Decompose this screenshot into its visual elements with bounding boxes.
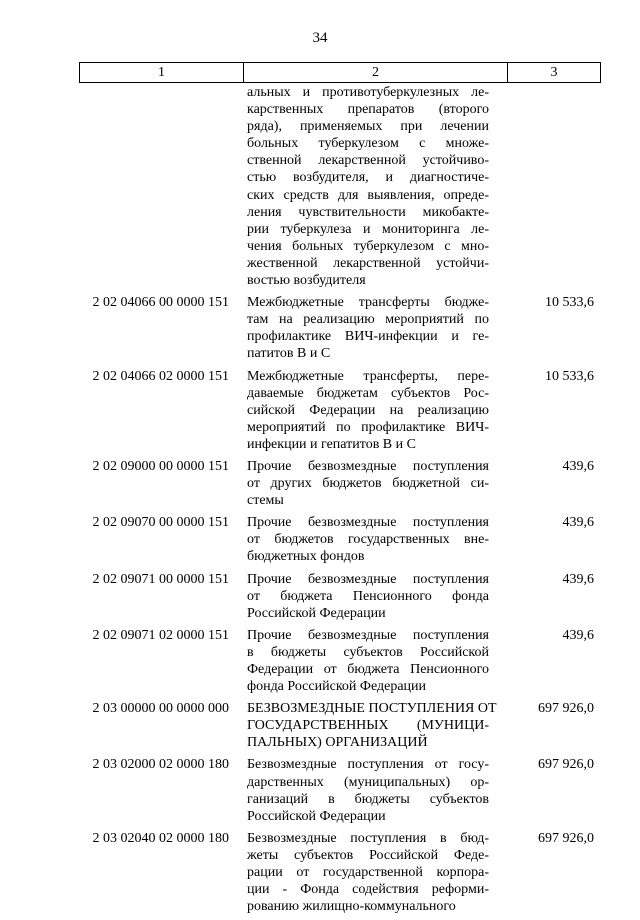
budget-code: 2 03 02000 02 0000 180 [92,757,229,773]
description-line: жеты субъектов Российской Феде- [247,847,489,863]
description-line: от бюджета Пенсионного фонда [247,588,489,604]
amount: 439,6 [562,627,594,643]
description-line: Федерации от бюджета Пенсионного [247,662,489,677]
description-line: в бюджеты субъектов Российской [247,644,489,660]
description-line: стемы [247,493,284,509]
description-line: Безвозмездные поступления в бюд- [247,830,489,846]
description-line: Прочие безвозмездные поступления [247,571,489,587]
description-line: ции - Фонда содействия реформи- [247,882,489,898]
description-line: ственной лекарственной устойчиво- [247,153,489,169]
amount: 439,6 [562,571,594,587]
row-description [247,756,489,824]
description-line: стью возбудителя, и диагностиче- [247,170,489,186]
description-line: Прочие безвозмездные поступления [247,627,489,643]
description-line: там на реализацию мероприятий по [247,312,489,328]
description-line: жественной лекарственной устойчи- [247,255,489,271]
amount: 439,6 [562,515,594,531]
description-line: профилактике ВИЧ-инфекции и ге- [247,329,489,345]
amount: 697 926,0 [538,757,594,773]
row-description [247,830,489,915]
description-line: рованию жилищно-коммунального [247,899,456,915]
table-row [79,700,601,751]
budget-code: 2 02 09071 00 0000 151 [92,571,229,587]
table-row [79,627,601,695]
table-header [79,62,601,83]
description-line: Российской Федерации [247,808,386,824]
description-line: ских средств для выявления, опреде- [247,187,489,203]
description-line: ГОСУДАРСТВЕННЫХ (МУНИЦИ- [247,718,489,734]
description-line: больных туберкулезом с множе- [247,136,489,152]
row-description [247,571,489,622]
description-line: патитов В и С [247,346,331,362]
amount: 697 926,0 [538,830,594,846]
table-body [79,84,601,920]
table-row [79,756,601,824]
description-line: инфекции и гепатитов В и С [247,436,416,452]
column-header-1: 1 [80,63,244,82]
row-description [247,368,489,453]
description-line: альных и противотуберкулезных ле- [247,85,489,100]
amount: 10 533,6 [545,368,594,384]
table-row [79,514,601,565]
table-row [79,830,601,915]
budget-code: 2 02 04066 02 0000 151 [92,368,229,384]
description-line: дарственных (муниципальных) ор- [247,774,489,790]
description-line: карственных препаратов (второго [247,102,489,118]
description-line: ганизаций в бюджеты субъектов [247,791,489,807]
budget-code [79,84,245,289]
table-row [79,458,601,509]
amount: 10 533,6 [545,295,594,311]
row-description [247,700,497,751]
table-row [79,294,601,362]
row-description [247,458,489,509]
description-line: Прочие безвозмездные поступления [247,458,489,474]
description-line: фонда Российской Федерации [247,679,427,695]
budget-code: 2 02 09000 00 0000 151 [92,458,229,474]
description-line: ряда), применяемых при лечении [247,119,489,135]
description-line: Прочие безвозмездные поступления [247,515,489,531]
description-line: Межбюджетные трансферты, пере- [247,368,489,384]
description-line: ления чувствительности микобакте- [247,204,489,220]
table-row [79,84,601,289]
budget-code: 2 02 04066 00 0000 151 [92,295,229,311]
row-description [247,84,489,289]
description-line: даваемые бюджетам субъектов Рос- [247,385,489,401]
description-line: рии туберкулеза и мониторинга ле- [247,221,489,237]
budget-code: 2 02 09071 02 0000 151 [92,627,229,643]
description-line: Межбюджетные трансферты бюдже- [247,295,489,311]
description-line: востью возбудителя [247,273,366,289]
description-line: от других бюджетов бюджетной си- [247,476,489,492]
description-line: сийской Федерации на реализацию [247,402,489,418]
description-line: рации от государственной корпора- [247,865,489,881]
budget-code: 2 03 00000 00 0000 000 [92,701,229,717]
description-line: бюджетных фондов [247,549,365,565]
page-number: 34 [312,30,328,46]
table-row [79,571,601,622]
description-line: Безвозмездные поступления от госу- [247,757,489,773]
description-line: БЕЗВОЗМЕЗДНЫЕ ПОСТУПЛЕНИЯ ОТ [247,701,497,717]
description-line: от бюджетов государственных вне- [247,532,489,548]
description-line: Российской Федерации [247,605,386,621]
row-description [247,514,489,565]
amount: 697 926,0 [538,701,594,717]
row-description [247,294,489,362]
budget-code: 2 03 02040 02 0000 180 [92,830,229,846]
description-line: ПАЛЬНЫХ) ОРГАНИЗАЦИЙ [247,735,428,751]
description-line: чения больных туберкулезом с мно- [247,238,489,254]
column-header-3: 3 [550,64,558,80]
budget-code: 2 02 09070 00 0000 151 [92,515,229,531]
row-description [247,627,489,695]
amount [489,84,601,289]
amount: 439,6 [562,458,594,474]
column-header-2: 2 [244,63,508,82]
description-line: мероприятий по профилактике ВИЧ- [247,419,489,435]
table-row [79,368,601,453]
